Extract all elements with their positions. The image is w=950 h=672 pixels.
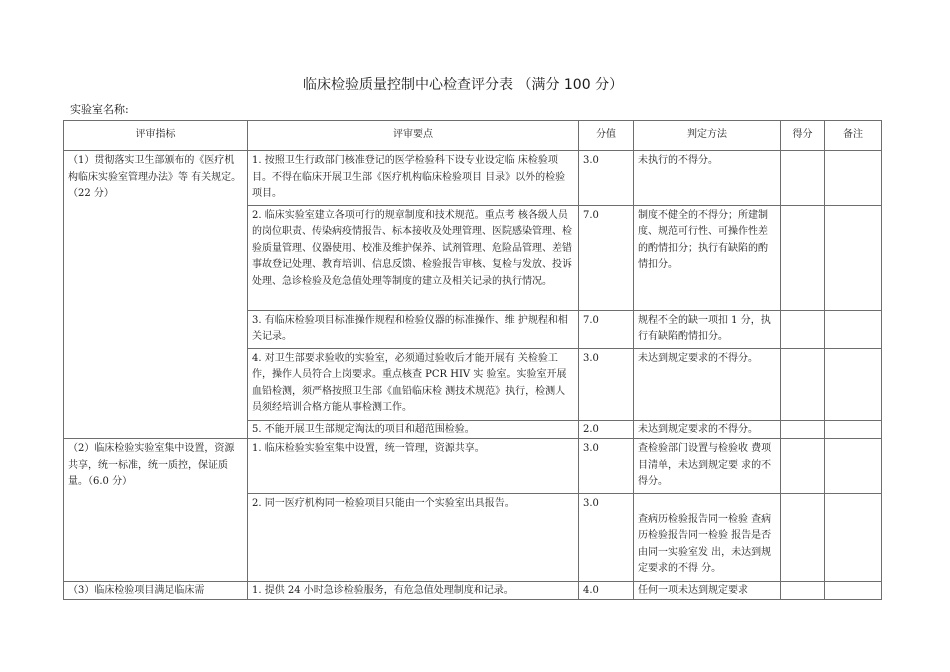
method-cell: 任何一项未达到规定要求 <box>634 581 781 600</box>
remarks-cell[interactable] <box>825 581 882 600</box>
earned-cell[interactable] <box>781 493 825 581</box>
point-cell: 3. 有临床检验项目标准操作规程和检验仪器的标准操作、维 护规程和相关记录。 <box>248 310 579 348</box>
remarks-cell[interactable] <box>825 420 882 439</box>
method-cell: 制度不健全的不得分；所建制度、规范可行性、可操作性差的酌情扣分；执行有缺陷的酌情扣分。 <box>634 205 781 310</box>
header-earned: 得分 <box>781 121 825 151</box>
earned-cell[interactable] <box>781 439 825 494</box>
score-cell: 3.0 <box>579 348 634 420</box>
earned-cell[interactable] <box>781 581 825 600</box>
method-text: 查病历检验报告同一检验 查病历检验报告同一检验 报告是否由同一实验室发 出，未达到规定要求的不得 分。 <box>638 513 772 574</box>
header-score: 分值 <box>579 121 634 151</box>
header-remarks: 备注 <box>825 121 882 151</box>
lab-name-label: 实验室名称: <box>70 103 129 116</box>
earned-cell[interactable] <box>781 348 825 420</box>
header-method: 判定方法 <box>634 121 781 151</box>
point-cell: 5. 不能开展卫生部规定淘汰的项目和超范围检验。 <box>248 420 579 439</box>
score-cell: 3.0 <box>579 493 634 581</box>
header-indicator: 评审指标 <box>64 121 248 151</box>
remarks-cell[interactable] <box>825 493 882 581</box>
method-cell: 未达到规定要求的不得分。 <box>634 348 781 420</box>
remarks-cell[interactable] <box>825 205 882 310</box>
score-cell: 2.0 <box>579 420 634 439</box>
method-cell: 未达到规定要求的不得分。 <box>634 420 781 439</box>
earned-cell[interactable] <box>781 420 825 439</box>
score-cell: 3.0 <box>579 439 634 494</box>
score-cell: 7.0 <box>579 310 634 348</box>
method-cell: 规程不全的缺一项扣 1 分，执行有缺陷酌情扣分。 <box>634 310 781 348</box>
table-row <box>64 581 882 600</box>
table-header-row <box>64 121 882 151</box>
indicator-cell: （2）临床检验实验室集中设置，资源共享，统一标准，统一质控，保证质量。（6.0 分） <box>64 439 248 582</box>
evaluation-table <box>63 120 882 600</box>
point-cell: 1. 提供 24 小时急诊检验服务，有危急值处理制度和记录。 <box>248 581 579 600</box>
remarks-cell[interactable] <box>825 151 882 206</box>
point-cell: 1. 按照卫生行政部门核准登记的医学检验科下设专业设定临 床检验项目。不得在临床开展卫生部《医疗机构临床检验项目 目录》以外的检验项目。 <box>248 151 579 206</box>
method-cell: 未执行的不得分。 <box>634 151 781 206</box>
score-cell: 4.0 <box>579 581 634 600</box>
document-title: 临床检验质量控制中心检查评分表 （满分 100 分） <box>303 77 624 93</box>
score-cell: 3.0 <box>579 151 634 206</box>
indicator-cell: （1）贯彻落实卫生部颁布的《医疗机构临床实验室管理办法》等 有关规定。（22 分） <box>64 151 248 439</box>
remarks-cell[interactable] <box>825 348 882 420</box>
table-row <box>64 151 882 206</box>
earned-cell[interactable] <box>781 310 825 348</box>
indicator-cell: （3）临床检验项目满足临床需 <box>64 581 248 600</box>
remarks-cell[interactable] <box>825 439 882 494</box>
point-cell: 4. 对卫生部要求验收的实验室，必须通过验收后才能开展有 关检验工作，操作人员符合上岗要求。重点核查 PCR HIV 实 验室。实验室开展血铅检测，须严格按照卫生部《血铅临床检 测技术规范》执行，检测人员须经培训合格方能从事检测工作。 <box>248 348 579 420</box>
score-cell: 7.0 <box>579 205 634 310</box>
point-cell: 2. 临床实验室建立各项可行的规章制度和技术规范。重点考 核各级人员的岗位职责、传染病疫情报告、标本接收及处理管理、医院感染管理、检验质量管理、仪器使用、校准及维护保养、试剂管理、危险品管理、差错事故登记处理、教育培训、信息反馈、检验报告审核、复检与发放、投诉处理、急诊检验及危急值处理等制度的建立及相关记录的执行情况。 <box>248 205 579 310</box>
point-cell: 2. 同一医疗机构同一检验项目只能由一个实验室出具报告。 <box>248 493 579 581</box>
method-cell <box>634 493 781 581</box>
point-cell: 1. 临床检验实验室集中设置，统一管理，资源共享。 <box>248 439 579 494</box>
earned-cell[interactable] <box>781 205 825 310</box>
earned-cell[interactable] <box>781 151 825 206</box>
method-cell: 查检验部门设置与检验收 费项目清单，未达到规定要 求的不得分。 <box>634 439 781 494</box>
remarks-cell[interactable] <box>825 310 882 348</box>
table-row <box>64 439 882 494</box>
header-point: 评审要点 <box>248 121 579 151</box>
